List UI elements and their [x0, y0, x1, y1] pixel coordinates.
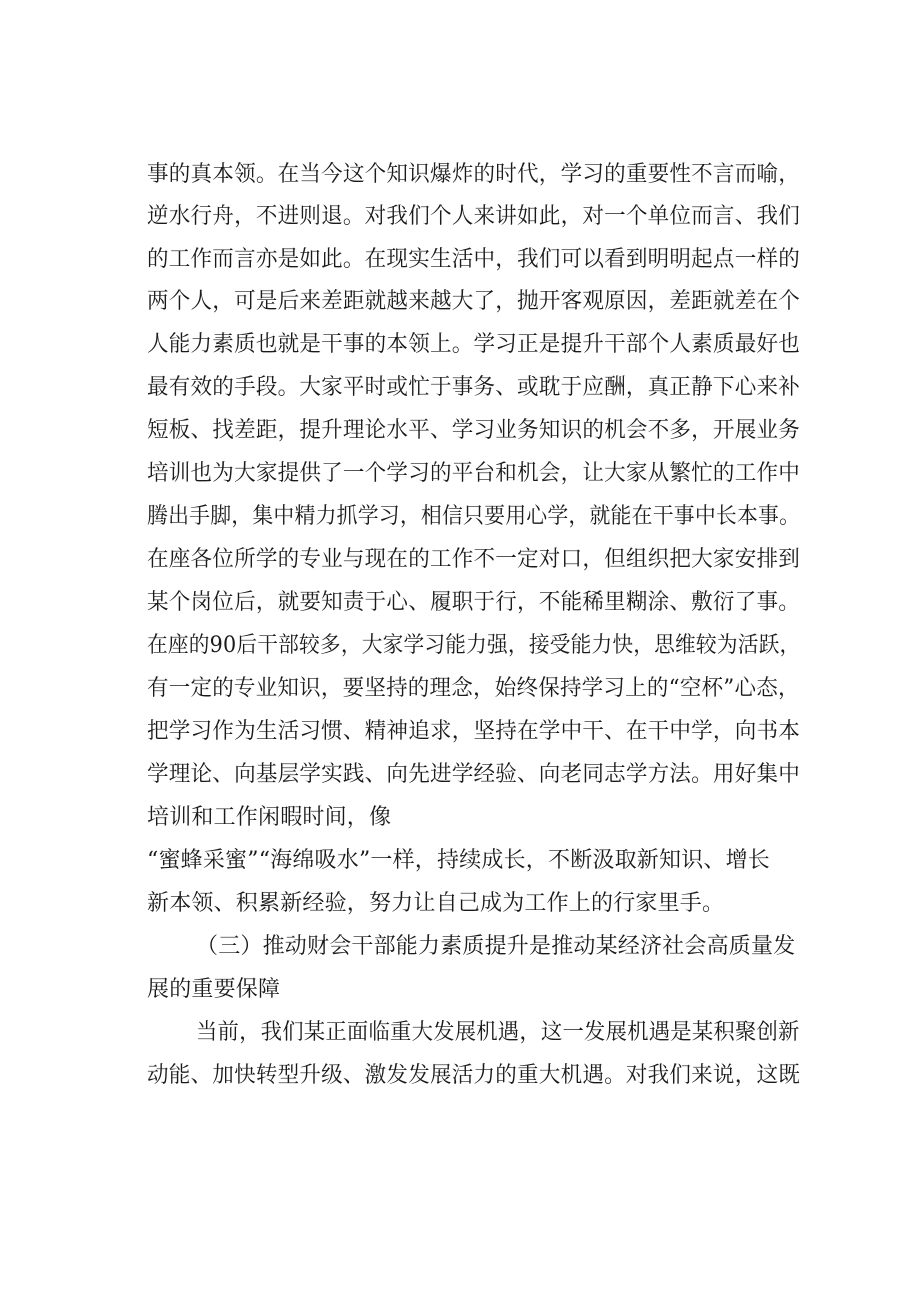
section-heading: （三）推动财会干部能力素质提升是推动某经济社会高质量发 [196, 934, 796, 959]
text-line: 培训也为大家提供了一个学习的平台和机会，让大家从繁忙的工作中 [147, 461, 801, 486]
text-line: 事的真本领。在当今这个知识爆炸的时代，学习的重要性不言而喻， [147, 162, 801, 187]
text-line: 培训和工作闲暇时间，像 [147, 805, 392, 830]
text-line: 新本领、积累新经验，努力让自己成为工作上的行家里手。 [147, 891, 725, 916]
text-line: “蜜蜂采蜜”“海绵吸水”一样，持续成长，不断汲取新知识、增长 [147, 848, 770, 873]
text-line: 两个人，可是后来差距就越来越大了，抛开客观原因，差距就差在个 [147, 289, 801, 314]
text-line: 短板、找差距，提升理论水平、学习业务知识的机会不多，开展业务 [147, 418, 801, 443]
text-line: 人能力素质也就是干事的本领上。学习正是提升干部个人素质最好也 [147, 332, 801, 357]
section-heading-continued: 展的重要保障 [147, 977, 281, 1002]
text-line: 有一定的专业知识，要坚持的理念，始终保持学习上的“空杯”心态， [147, 676, 800, 701]
text-line: 在座各位所学的专业与现在的工作不一定对口，但组织把大家安排到 [147, 547, 801, 572]
text-line: 逆水行舟，不进则退。对我们个人来讲如此，对一个单位而言、我们 [147, 204, 801, 229]
text-line: 最有效的手段。大家平时或忙于事务、或耽于应酬，真正静下心来补 [147, 375, 801, 400]
text-line: 把学习作为生活习惯、精神追求，坚持在学中干、在干中学，向书本 [147, 719, 801, 744]
text-line: 的工作而言亦是如此。在现实生活中，我们可以看到明明起点一样的 [147, 247, 801, 272]
text-line: 动能、加快转型升级、激发发展活力的重大机遇。对我们来说，这既 [147, 1063, 801, 1088]
text-line: 腾出手脚，集中精力抓学习，相信只要用心学，就能在干事中长本事。 [147, 504, 801, 529]
text-line: 当前，我们某正面临重大发展机遇，这一发展机遇是某积聚创新 [196, 1020, 800, 1045]
text-line: 学理论、向基层学实践、向先进学经验、向老同志学方法。用好集中 [147, 762, 801, 787]
text-line: 在座的90后干部较多，大家学习能力强，接受能力快，思维较为活跃， [147, 633, 801, 658]
text-line: 某个岗位后，就要知责于心、履职于行，不能稀里糊涂、敷衍了事。 [147, 590, 801, 615]
